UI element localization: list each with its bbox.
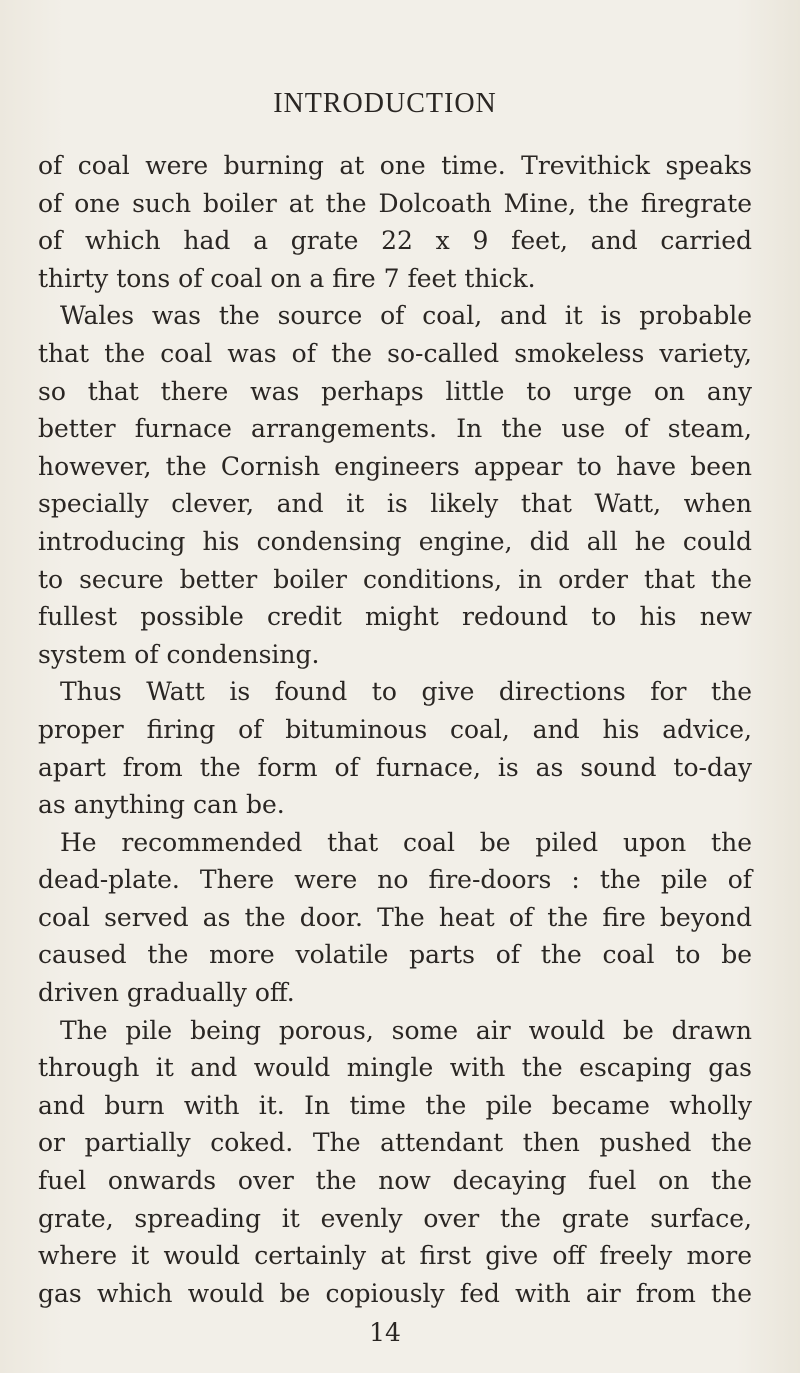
text-line: as anything can be. (38, 790, 285, 820)
text-line: thirty tons of coal on a fire 7 feet thick. (38, 263, 536, 293)
text-line: of which had a grate 22 x 9 feet, and carried (38, 226, 752, 256)
text-line: dead-plate. There were no fire-doors : the pile of (38, 865, 752, 895)
text-line: specially clever, and it is likely that Watt, when (38, 489, 752, 519)
text-line: however, the Cornish engineers appear to have been (38, 451, 752, 481)
text-line: caused the more volatile parts of the coal to be (38, 940, 752, 970)
text-line: Wales was the source of coal, and it is probable (60, 301, 752, 331)
text-line: of coal were burning at one time. Trevithick speaks (38, 151, 752, 180)
text-line: so that there was perhaps little to urge on any (38, 376, 752, 406)
text-line: or partially coked. The attendant then pushed the (38, 1128, 752, 1158)
body-text (38, 147, 752, 1312)
text-line: driven gradually off. (38, 978, 295, 1008)
running-header: INTRODUCTION (273, 88, 497, 119)
text-line: of one such boiler at the Dolcoath Mine, the firegrate (38, 188, 752, 218)
text-line: better furnace arrangements. In the use of steam, (38, 414, 752, 444)
page-number: 14 (369, 1318, 401, 1347)
text-line: proper firing of bituminous coal, and his advice, (38, 714, 752, 744)
text-line: He recommended that coal be piled upon the (60, 827, 752, 857)
text-line: that the coal was of the so-called smokeless variety, (38, 338, 752, 368)
text-line: gas which would be copiously fed with air from the (38, 1278, 752, 1308)
text-line: system of condensing. (38, 639, 320, 669)
text-line: introducing his condensing engine, did all he could (38, 526, 752, 556)
text-line: through it and would mingle with the escaping gas (38, 1053, 752, 1083)
text-line: Thus Watt is found to give directions for the (60, 677, 752, 707)
text-line: grate, spreading it evenly over the grate surface, (38, 1203, 752, 1233)
text-line: fullest possible credit might redound to his new (38, 602, 752, 632)
text-line: coal served as the door. The heat of the fire beyond (38, 902, 752, 932)
text-line: and burn with it. In time the pile became wholly (38, 1090, 752, 1120)
text-line: apart from the form of furnace, is as sound to-day (38, 752, 752, 782)
text-line: where it would certainly at first give off freely more (38, 1241, 752, 1271)
text-line: to secure better boiler conditions, in order that the (38, 564, 752, 594)
text-line: fuel onwards over the now decaying fuel on the (38, 1166, 752, 1196)
text-line: The pile being porous, some air would be drawn (60, 1015, 752, 1045)
